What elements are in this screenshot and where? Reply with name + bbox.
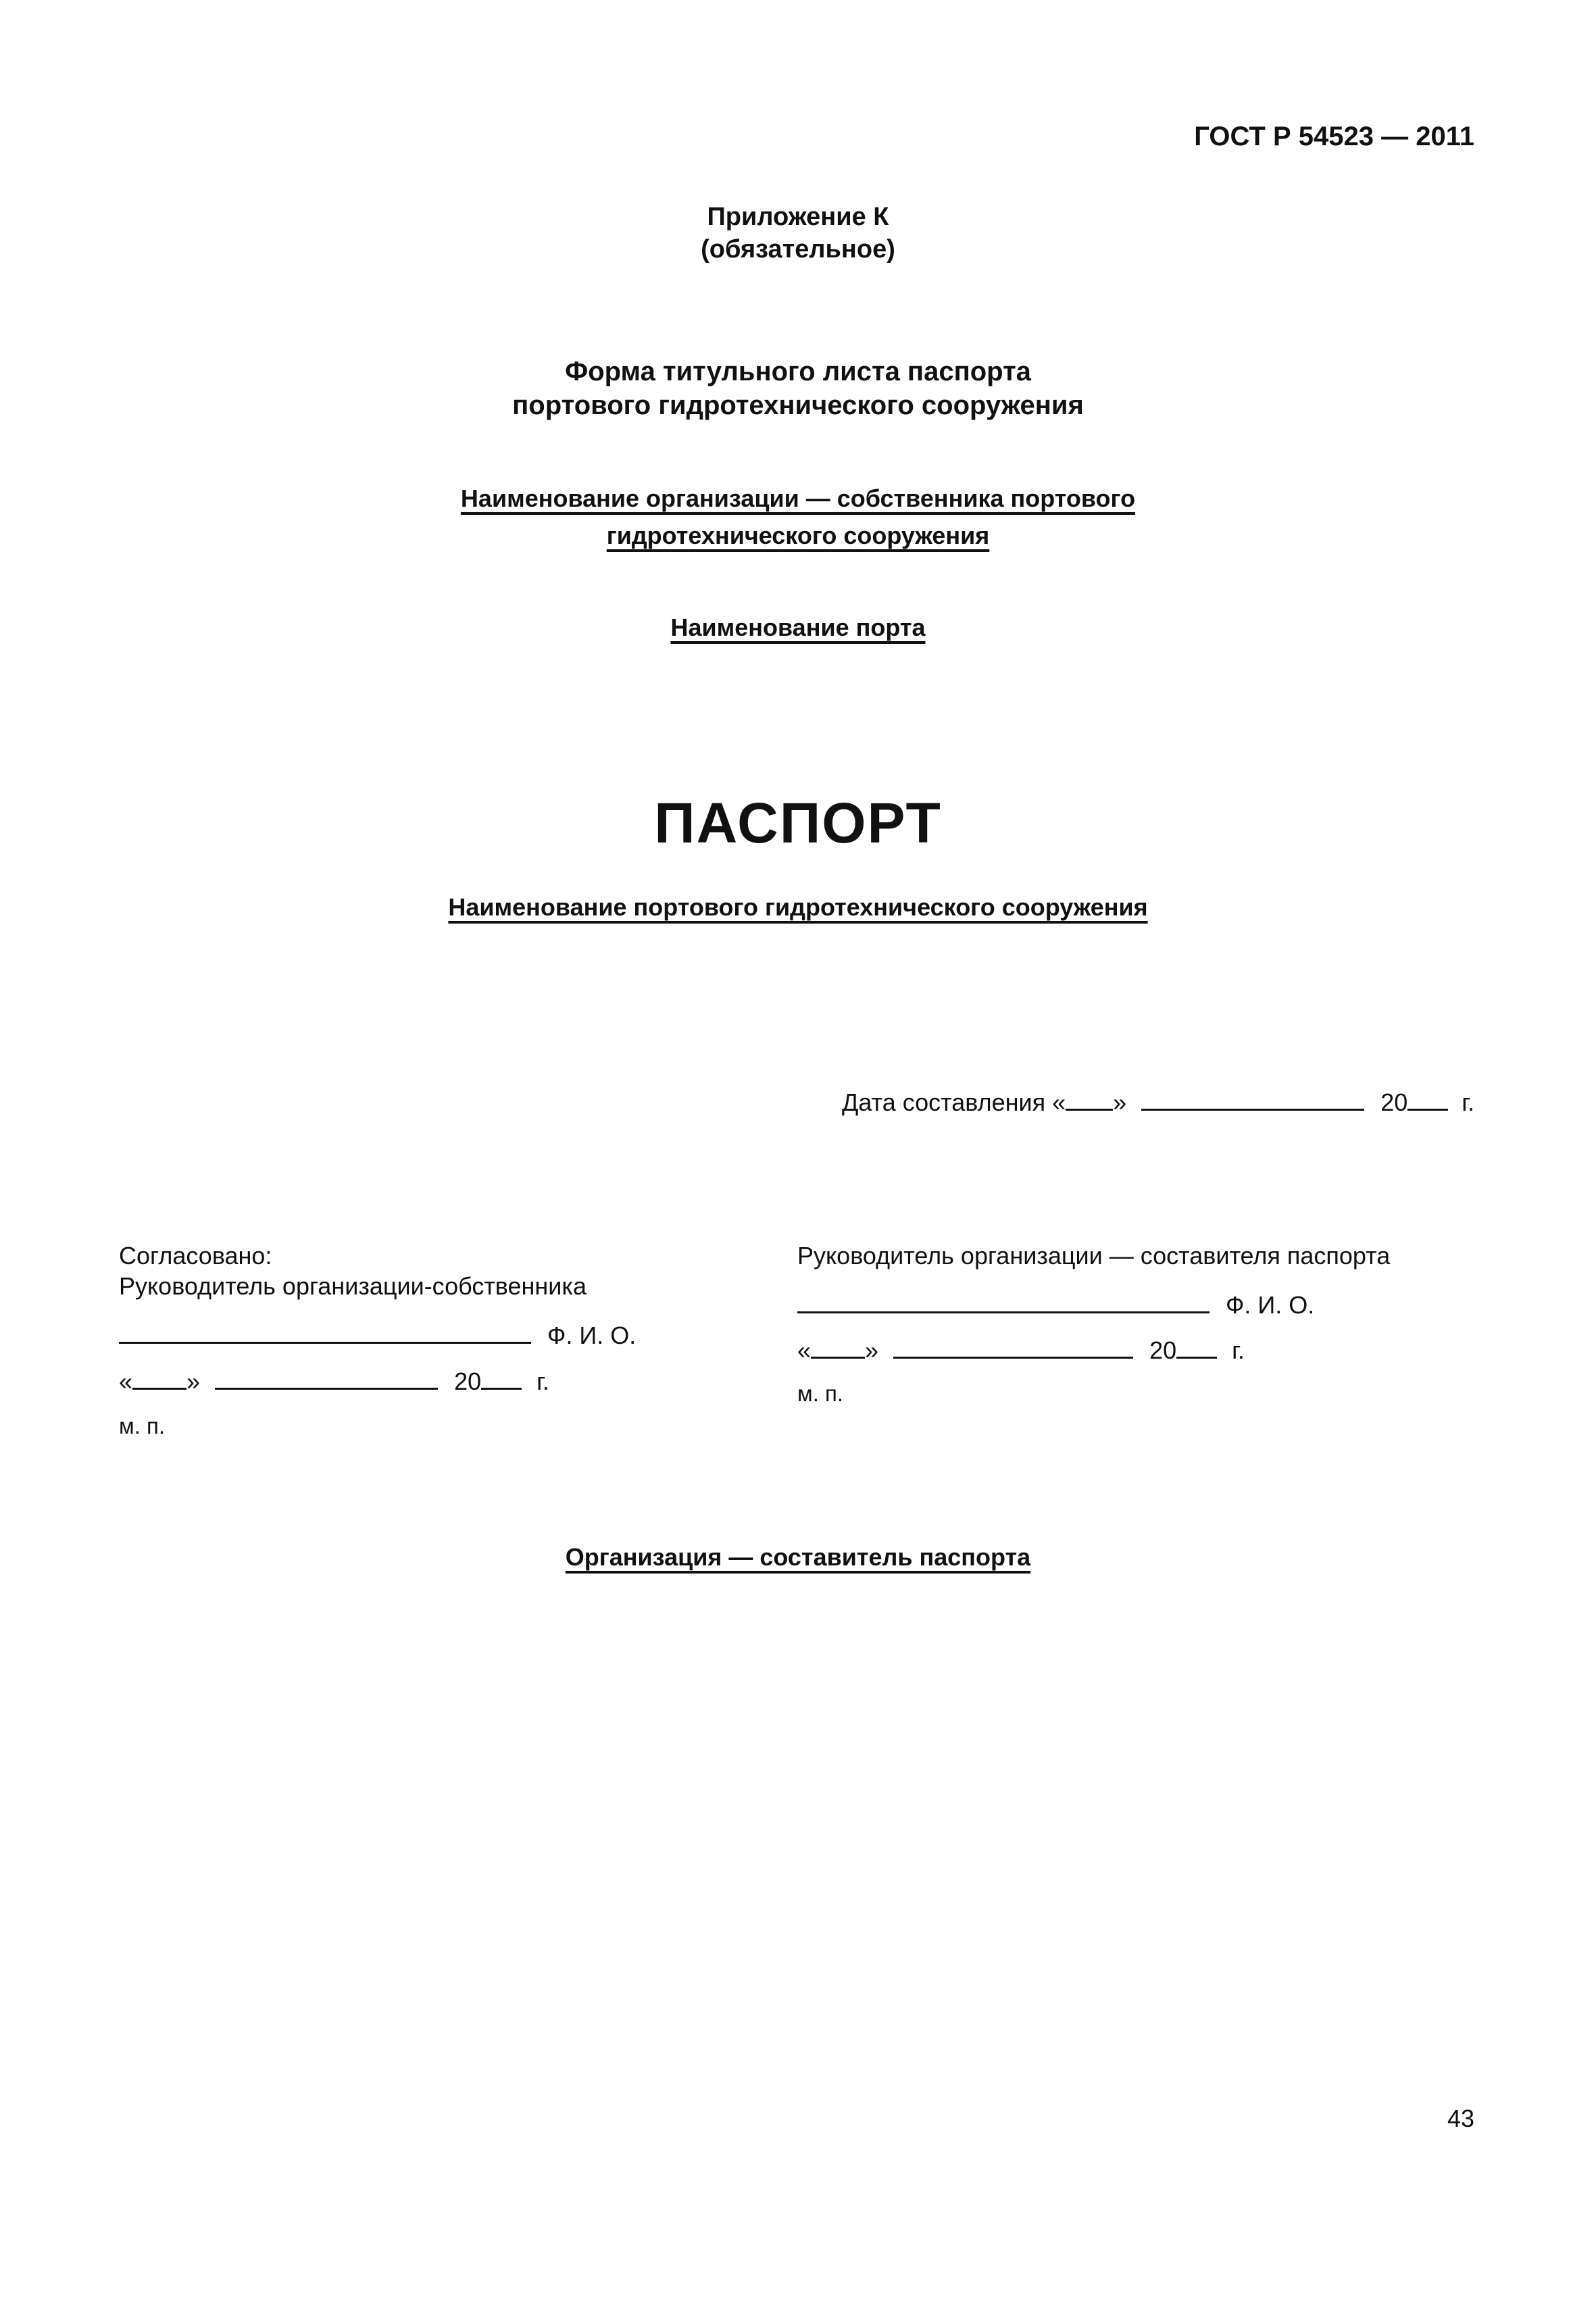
appendix-note: (обязательное): [701, 235, 895, 263]
structure-name-label: Наименование портового гидротехнического сооружения: [448, 893, 1148, 921]
compiler-stamp: м. п.: [797, 1381, 844, 1406]
owner-org-field: [0, 484, 1596, 513]
approval-label: Согласовано:: [119, 1242, 272, 1269]
compiler-month-blank: [893, 1332, 1133, 1359]
document-code: ГОСТ Р 54523 — 2011: [1194, 122, 1474, 151]
compiler-day-blank: [811, 1332, 865, 1359]
form-title-line-2: портового гидротехнического сооружения: [512, 391, 1084, 420]
compiler-org-field: [0, 1543, 1596, 1571]
date-line: [842, 1084, 1474, 1117]
approval-year-prefix: 20: [454, 1367, 482, 1395]
compiler-year-blank: [1176, 1332, 1217, 1359]
owner-org-field-cont: [0, 522, 1596, 550]
date-month-blank: [1141, 1084, 1364, 1111]
owner-org-label-line-1: Наименование организации — собственника портового: [460, 484, 1136, 512]
document-title: ПАСПОРТ: [654, 791, 942, 855]
compiler-signature-line: [797, 1287, 1314, 1319]
approval-quote-open: «: [119, 1367, 133, 1395]
compiler-quote-close: »: [865, 1336, 879, 1364]
page-number: 43: [1447, 2105, 1474, 2132]
date-quote-close: »: [1113, 1088, 1127, 1116]
form-title-line-1: Форма титульного листа паспорта: [565, 357, 1031, 386]
approval-signature-line: [119, 1317, 636, 1350]
compiler-date-line: [797, 1332, 1245, 1365]
compiler-year-prefix: 20: [1149, 1336, 1177, 1364]
date-year-suffix: г.: [1462, 1088, 1474, 1116]
approval-signature-blank: [119, 1317, 531, 1344]
port-name-label: Наименование порта: [670, 613, 926, 641]
approval-quote-close: »: [186, 1367, 201, 1395]
date-day-blank: [1066, 1084, 1113, 1111]
port-name-field: [0, 613, 1596, 642]
date-year-blank: [1407, 1084, 1448, 1111]
date-label: Дата составления «: [842, 1088, 1066, 1116]
compiler-fio: Ф. И. О.: [1226, 1291, 1315, 1319]
approval-year-blank: [481, 1363, 522, 1390]
approval-fio: Ф. И. О.: [547, 1322, 637, 1349]
compiler-role: Руководитель организации — составителя паспорта: [797, 1242, 1391, 1269]
compiler-year-suffix: г.: [1232, 1336, 1245, 1364]
compiler-quote-open: «: [797, 1336, 812, 1364]
approval-date-line: [119, 1363, 549, 1396]
date-year-prefix: 20: [1380, 1088, 1408, 1116]
approval-day-blank: [132, 1363, 186, 1390]
structure-name-field: [0, 893, 1596, 922]
approval-stamp: м. п.: [119, 1413, 166, 1438]
owner-org-label-line-2: гидротехнического сооружения: [606, 522, 990, 549]
approval-month-blank: [215, 1363, 438, 1390]
appendix-title: Приложение К: [707, 203, 889, 231]
compiler-org-label: Организация — составитель паспорта: [565, 1543, 1031, 1571]
approval-role: Руководитель организации-собственника: [119, 1272, 587, 1300]
compiler-signature-blank: [797, 1287, 1210, 1313]
approval-year-suffix: г.: [537, 1367, 549, 1395]
